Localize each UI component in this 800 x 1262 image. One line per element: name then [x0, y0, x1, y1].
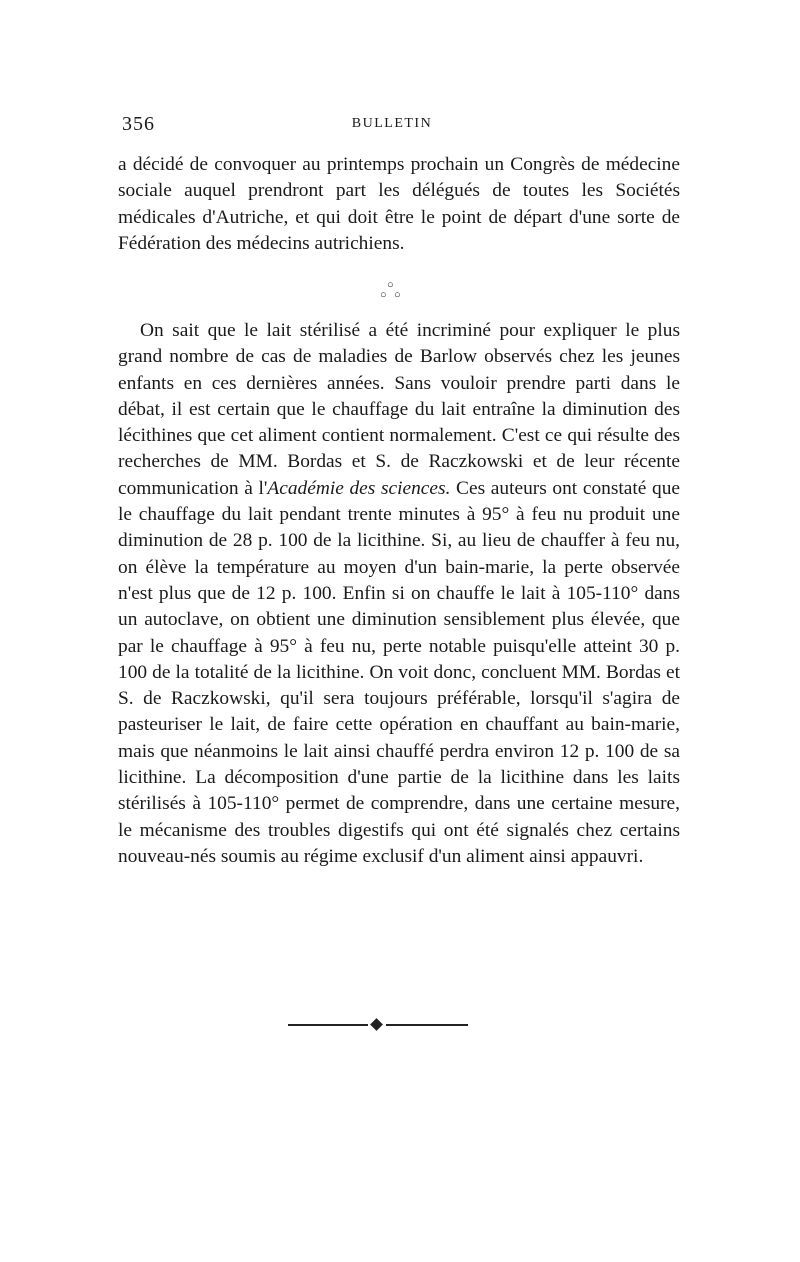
- paragraph-2: [118, 318, 680, 870]
- page-number: 356: [122, 113, 155, 135]
- running-title: BULLETIN: [351, 116, 433, 131]
- diamond-rule-icon: [288, 1019, 468, 1031]
- running-head: [122, 113, 682, 139]
- paragraph-2-text-a: On sait que le lait stérilisé a été incriminé pour expliquer le plus grand nombre de cas de maladies de Barlow observés chez les jeunes enfants en ces dernières années. Sans vouloir prendre parti dans le débat, il est certain que le chauffage du lait entraîne la diminution des lécithines que cet aliment contient normalement. C'est ce qui résulte des recherches de MM. Bordas et S. de Raczkowski et de leur récente communication à l': [118, 320, 680, 499]
- rule-line-left: [288, 1024, 368, 1026]
- rule-diamond: [370, 1018, 383, 1031]
- rule-line-right: [386, 1024, 468, 1026]
- academy-name-italic: Académie des sciences.: [267, 477, 451, 499]
- paragraph-1: a décidé de convoquer au printemps prochain un Congrès de médecine sociale auquel prendront part les délégués de toutes les Sociétés médicales d'Autriche, et qui doit être le point de départ d'une sorte de Fédération des médecins autrichiens.: [118, 154, 680, 254]
- paragraph-2-text-b: Ces auteurs ont constaté que le chauffage du lait pendant trente minutes à 95° à feu nu produit une diminution de 28 p. 100 de la licithine. Si, au lieu de chauffer à feu nu, on élève la température au moyen d'un bain-marie, la perte observée n'est plus que de 12 p. 100. Enfin si on chauffe le lait à 105-110° dans un autoclave, on obtient une diminution sensiblement plus élevée, que par le chauffage à 95° à feu nu, perte notable puisqu'elle atteint 30 p. 100 de la totalité de la licithine. On voit donc, concluent MM. Bordas et S. de Raczkowski, qu'il sera toujours préférable, lorsqu'il s'agira de pasteuriser le lait, de faire cette opération en chauffant au bain-marie, mais que néanmoins le lait ainsi chauffé perdra environ 12 p. 100 de sa licithine. La décomposition d'une partie de la licithine dans les laits stérilisés à 105-110° permet de comprendre, dans une certaine mesure, le mécanisme des troubles digestifs qui ont été signalés chez certains nouveau-nés soumis au régime exclusif d'un aliment ainsi appauvri.: [118, 477, 681, 867]
- three-circle-asterism-icon: ○ ○ ○: [380, 279, 401, 301]
